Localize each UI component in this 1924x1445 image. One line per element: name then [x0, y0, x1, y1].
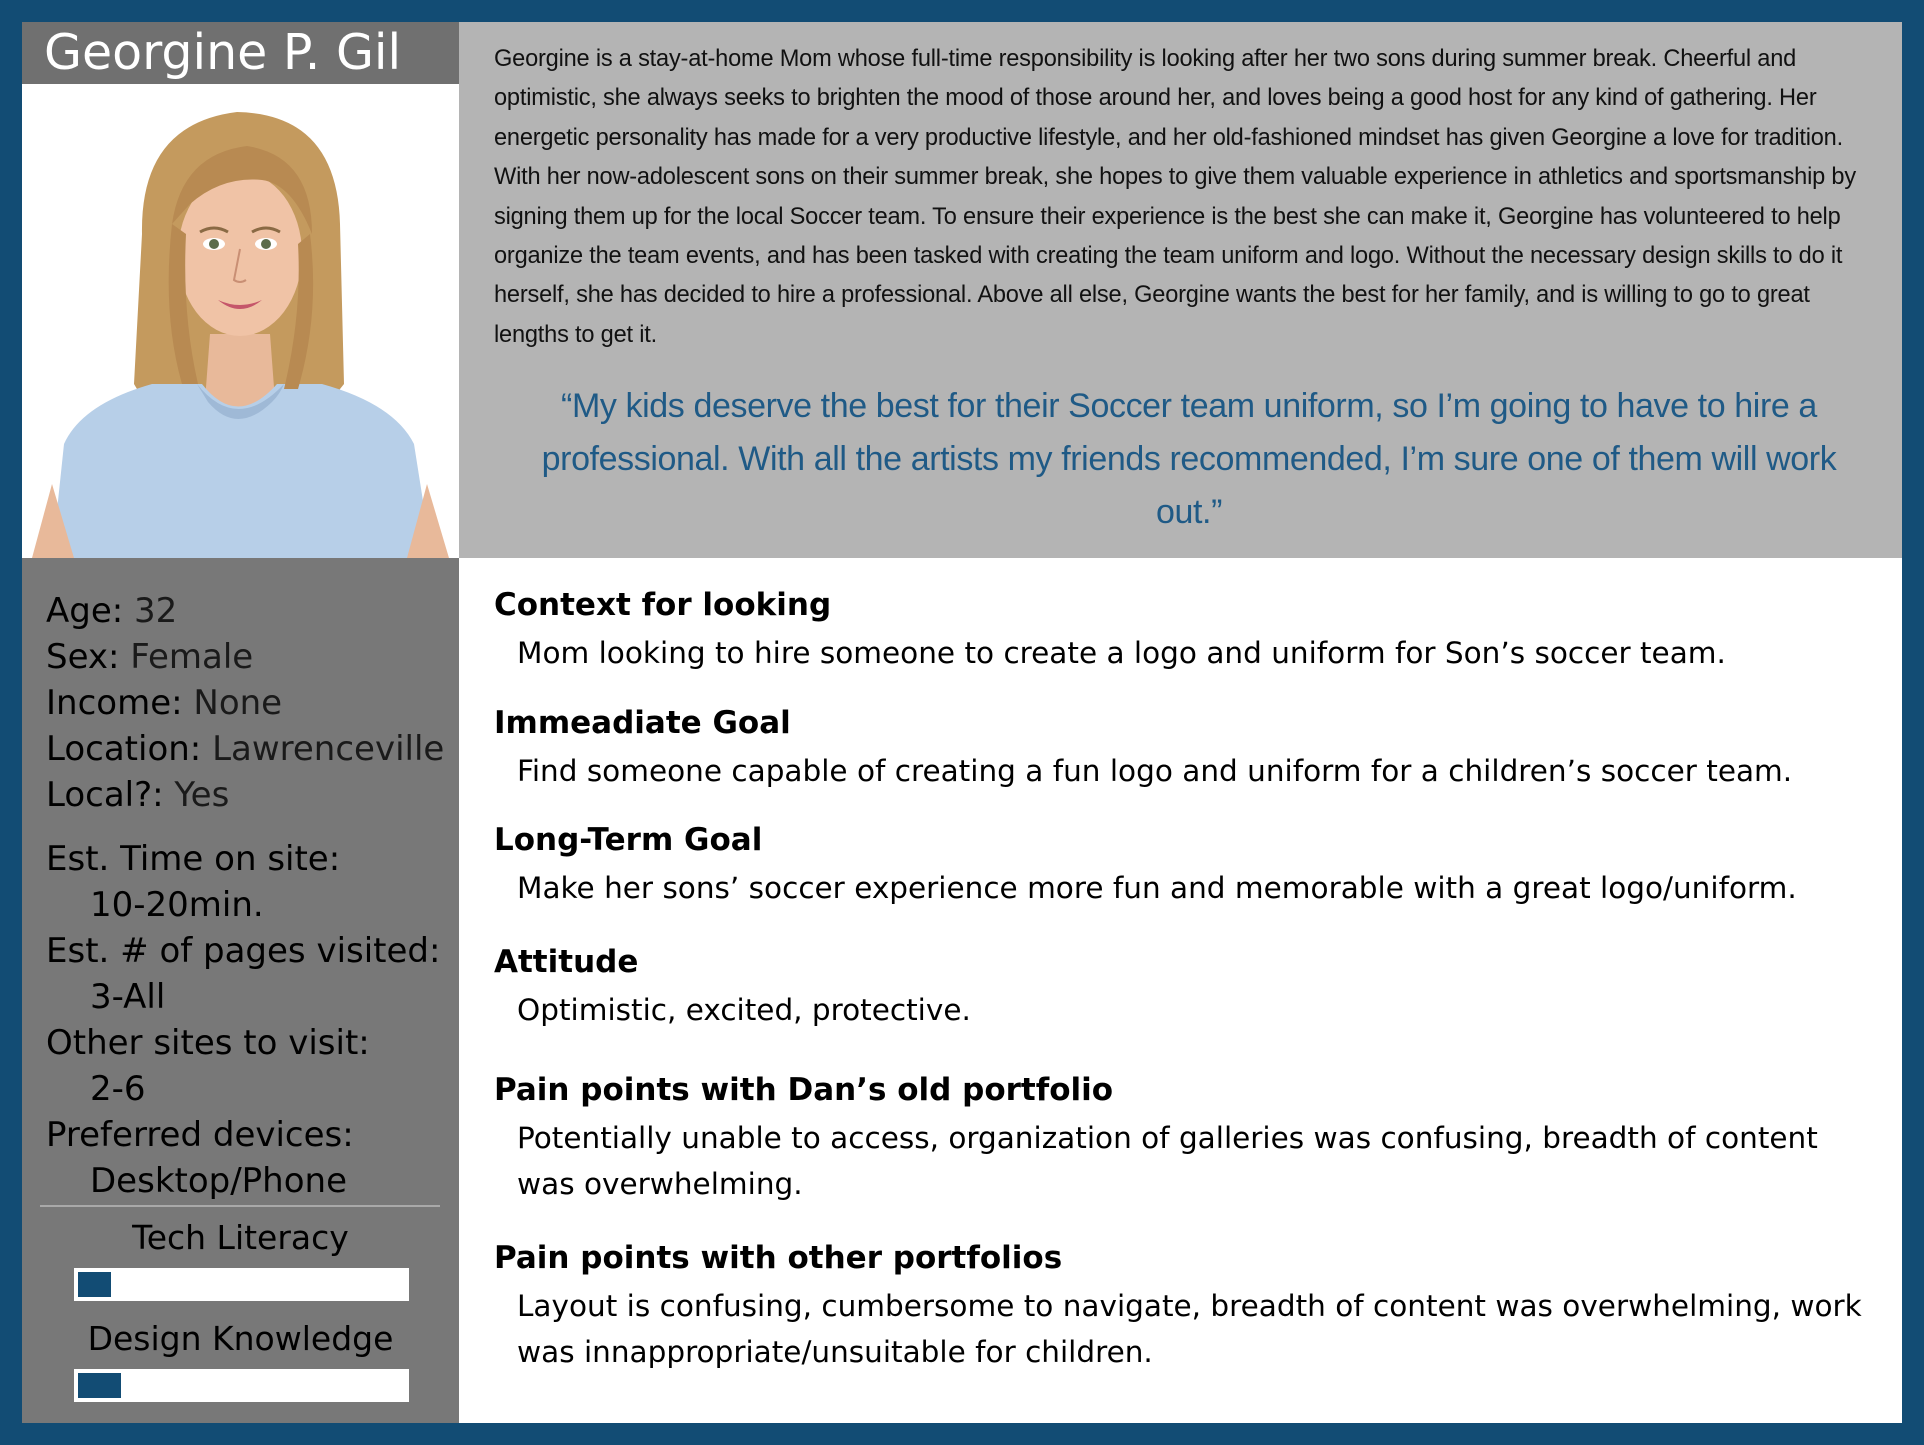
design-knowledge-fill: [78, 1373, 121, 1398]
context-section: [494, 584, 1874, 676]
tech-literacy-meter: [74, 1268, 409, 1301]
attitude-section: [494, 941, 1874, 1033]
pain-points-other-section: [494, 1237, 1874, 1375]
location-label: Location:: [46, 729, 202, 769]
other-sites-value: 2-6: [90, 1069, 146, 1109]
stats-divider: [40, 1205, 440, 1207]
photo-pane: [22, 22, 459, 558]
age-value: 32: [123, 591, 178, 631]
location-row: [46, 726, 444, 772]
persona-card: [22, 22, 1902, 1423]
attitude-title: Attitude: [494, 944, 639, 980]
immediate-goal-section: [494, 702, 1874, 794]
detail-pane: [459, 558, 1902, 1423]
local-value: Yes: [163, 775, 230, 815]
long-term-goal-title: Long-Term Goal: [494, 822, 763, 858]
bio-pane: [459, 22, 1902, 558]
usage-estimates: [46, 836, 444, 1204]
time-label: Est. Time on site:: [46, 839, 341, 879]
persona-name: Georgine P. Gil: [22, 22, 459, 84]
pain-points-dan-body: Potentially unable to access, organization of galleries was confusing, breadth of content was overwhelming.: [517, 1121, 1818, 1201]
sex-label: Sex:: [46, 637, 120, 677]
other-sites-label: Other sites to visit:: [46, 1023, 370, 1063]
attitude-body: Optimistic, excited, protective.: [517, 993, 971, 1027]
age-row: [46, 588, 444, 634]
sex-value: Female: [119, 637, 254, 677]
pain-points-dan-title: Pain points with Dan’s old portfolio: [494, 1072, 1114, 1108]
pages-value: 3-All: [90, 977, 166, 1017]
context-body: Mom looking to hire someone to create a logo and uniform for Son’s soccer team.: [517, 636, 1726, 670]
pain-points-dan-section: [494, 1069, 1874, 1207]
devices-label: Preferred devices:: [46, 1115, 354, 1155]
pain-points-other-title: Pain points with other portfolios: [494, 1240, 1063, 1276]
persona-quote: “My kids deserve the best for their Soccer team uniform, so I’m going to have to hire a professional. With all the artists my friends recommended, I’m sure one of them will work out.”: [541, 387, 1837, 531]
pain-points-other-body: Layout is confusing, cumbersome to navigate, breadth of content was overwhelming, work was innappropriate/unsuitable for children.: [517, 1289, 1862, 1369]
design-knowledge-meter: [74, 1369, 409, 1402]
demographics: [46, 588, 444, 1204]
tech-literacy-fill: [78, 1272, 111, 1297]
long-term-goal-body: Make her sons’ soccer experience more fun and memorable with a great logo/uniform.: [517, 871, 1797, 905]
sex-row: [46, 634, 444, 680]
immediate-goal-body: Find someone capable of creating a fun logo and uniform for a children’s soccer team.: [517, 754, 1793, 788]
local-label: Local?:: [46, 775, 164, 815]
income-value: None: [182, 683, 283, 723]
long-term-goal-section: [494, 819, 1874, 911]
time-value: 10-20min.: [90, 885, 264, 925]
immediate-goal-title: Immeadiate Goal: [494, 705, 791, 741]
tech-literacy-label: Tech Literacy: [132, 1218, 349, 1257]
bio-text: Georgine is a stay-at-home Mom whose full-time responsibility is looking after her two sons during summer break. Cheerful and optimistic, she always seeks to brighten the mood of those around her, and loves being a good host for any kind of gathering. Her energetic personality has made for a very productive lifestyle, and her old-fashioned mindset has given Georgine a love for tradition. With her now-adolescent sons on their summer break, she hopes to give them valuable experience in athletics and sportsmanship by signing them up for the local Soccer team. To ensure their experience is the best she can make it, Georgine has volunteered to help organize the team events, and has been tasked with creating the team uniform and logo. Without the necessary design skills to do it herself, she has decided to hire a professional. Above all else, Georgine wants the best for her family, and is willing to go to great lengths to get it.: [494, 46, 1856, 348]
location-value: Lawrenceville: [201, 729, 445, 769]
portrait-photo: [22, 84, 459, 558]
pages-label: Est. # of pages visited:: [46, 931, 441, 971]
design-knowledge-label: Design Knowledge: [87, 1319, 394, 1358]
local-row: [46, 772, 444, 818]
devices-value: Desktop/Phone: [90, 1161, 347, 1201]
age-label: Age:: [46, 591, 124, 631]
context-title: Context for looking: [494, 587, 832, 623]
income-row: [46, 680, 444, 726]
income-label: Income:: [46, 683, 183, 723]
